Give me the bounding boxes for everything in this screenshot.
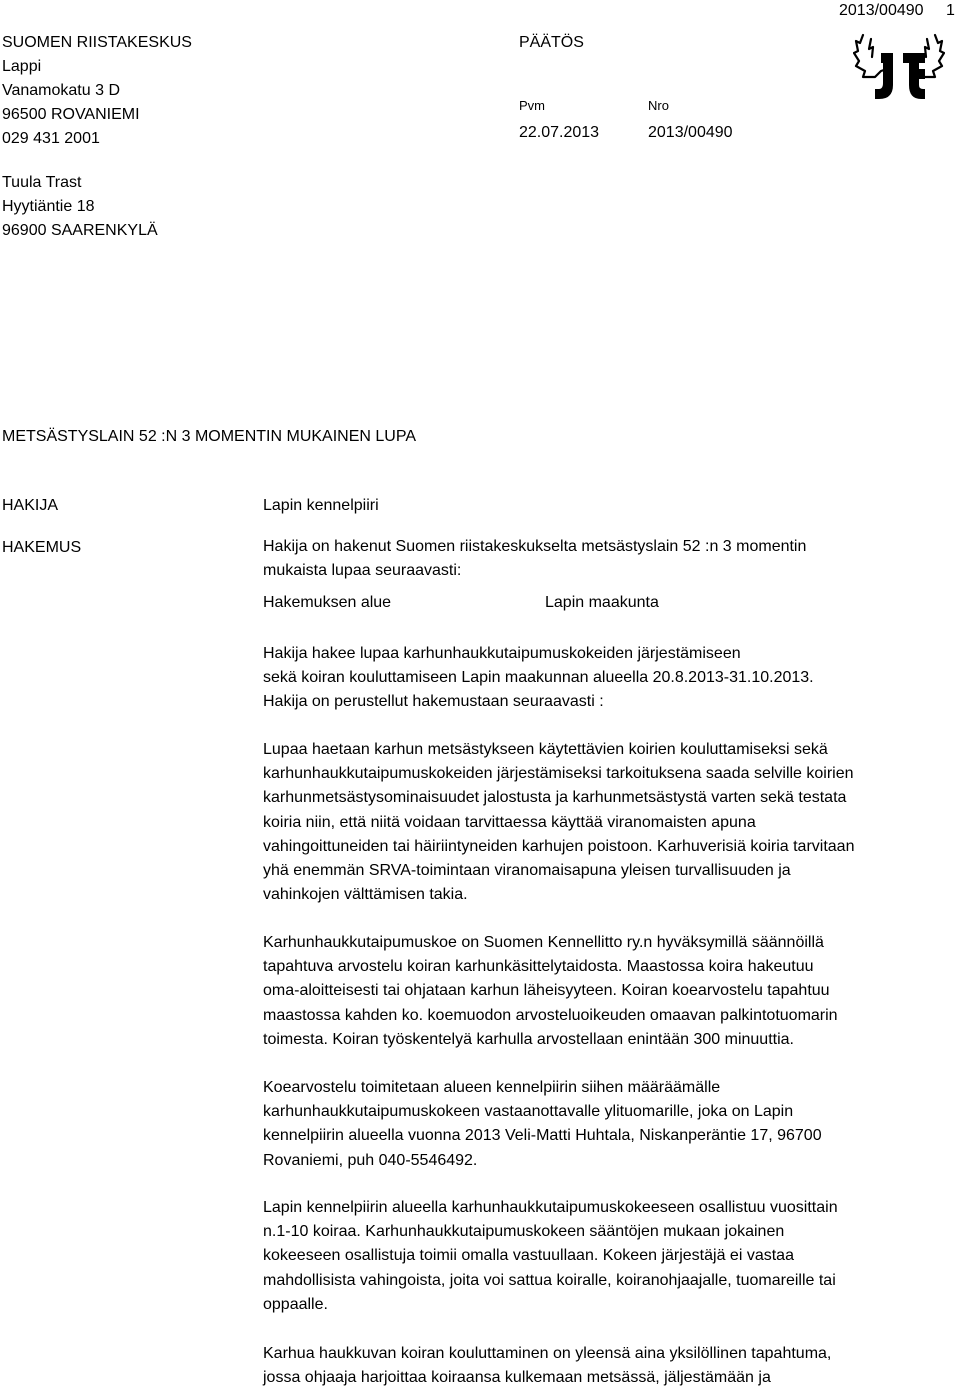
text-line: Karhunhaukkutaipumuskoe on Suomen Kennellitto ry.n hyväksymillä säännöillä bbox=[263, 934, 824, 951]
text-line: Hakija hakee lupaa karhunhaukkutaipumuskokeiden järjestämiseen bbox=[263, 645, 741, 662]
text-line: toimesta. Koiran työskentelyä karhulla arvostellaan enintään 300 minuuttia. bbox=[263, 1030, 794, 1048]
text-line: tapahtuva arvostelu koiran karhunkäsittelytaidosta. Maastossa koira hakeutuu bbox=[263, 958, 814, 976]
recipient-name: Tuula Trast bbox=[2, 174, 82, 191]
org-phone: 029 431 2001 bbox=[2, 130, 100, 147]
reference-number: 2013/00490 bbox=[839, 2, 924, 19]
text-line: Hakija on perustellut hakemustaan seuraavasti : bbox=[263, 693, 604, 711]
applicant-value: Lapin kennelpiiri bbox=[263, 497, 379, 514]
paragraph bbox=[263, 738, 923, 907]
text-line: yhä enemmän SRVA-toimintaan viranomaisapuna yleisen turvallisuuden ja bbox=[263, 862, 791, 880]
text-line: vahinkojen välttämisen takia. bbox=[263, 886, 468, 904]
text-line: mukaista lupaa seuraavasti: bbox=[263, 562, 462, 580]
text-line: oma-aloitteisesti tai ohjataan karhun läheisyyteen. Koiran koearvostelu tapahtuu bbox=[263, 982, 830, 1000]
paragraph bbox=[263, 1076, 923, 1173]
org-street: Vanamokatu 3 D bbox=[2, 82, 120, 99]
text-line: mahdollisista vahingoista, joita voi sattua koiralle, koiranohjaajalle, tuomareille tai bbox=[263, 1271, 836, 1289]
applicant-label: HAKIJA bbox=[2, 497, 59, 514]
page-number: 1 bbox=[946, 2, 955, 19]
text-line: kokeeseen osallistuja toimii omalla vastuullaan. Kokeen järjestäjä ei vastaa bbox=[263, 1247, 794, 1265]
text-line: karhunhaukkutaipumuskokeiden järjestämiseksi tarkoituksena saada selville koirien bbox=[263, 765, 854, 783]
text-line: karhunhaukkutaipumuskokeen vastaanottavalle ylituomarille, joka on Lapin bbox=[263, 1103, 794, 1121]
text-line: Koearvostelu toimitetaan alueen kennelpiirin siihen määräämälle bbox=[263, 1079, 721, 1096]
text-line: Hakija on hakenut Suomen riistakeskukselta metsästyslain 52 :n 3 momentin bbox=[263, 538, 807, 555]
paragraph bbox=[263, 1196, 923, 1317]
doc-type: PÄÄTÖS bbox=[519, 34, 584, 51]
text-line: karhunmetsästysominaisuudet jalostusta ja karhunmetsästystä varten sekä testata bbox=[263, 789, 847, 807]
riistakeskus-logo-icon bbox=[853, 33, 945, 103]
org-postal: 96500 ROVANIEMI bbox=[2, 106, 140, 123]
text-line: Rovaniemi, puh 040-5546492. bbox=[263, 1151, 478, 1169]
document-title: METSÄSTYSLAIN 52 :N 3 MOMENTIN MUKAINEN LUPA bbox=[2, 428, 417, 445]
text-line: kennelpiirin alueella vuonna 2013 Veli-Matti Huhtala, Niskanperäntie 17, 96700 bbox=[263, 1127, 822, 1145]
date-value: 22.07.2013 bbox=[519, 124, 600, 141]
org-region: Lappi bbox=[2, 58, 42, 75]
text-line: Lapin kennelpiirin alueella karhunhaukkutaipumuskokeeseen osallistuu vuosittain bbox=[263, 1199, 838, 1216]
text-line: n.1-10 koiraa. Karhunhaukkutaipumuskokeen sääntöjen mukaan jokainen bbox=[263, 1223, 785, 1241]
number-value: 2013/00490 bbox=[648, 124, 733, 141]
text-line: sekä koiran kouluttamiseen Lapin maakunnan alueella 20.8.2013-31.10.2013. bbox=[263, 669, 814, 687]
number-label: Nro bbox=[648, 98, 669, 113]
recipient-postal: 96900 SAARENKYLÄ bbox=[2, 222, 158, 239]
application-label: HAKEMUS bbox=[2, 539, 82, 556]
text-line: maastossa kahden ko. koemuodon arvosteluoikeuden omaavan palkintotuomarin bbox=[263, 1006, 838, 1024]
text-line: jossa ohjaaja harjoittaa koiraansa kulkemaan metsässä, jäljestämään ja bbox=[263, 1369, 771, 1387]
paragraph bbox=[263, 642, 923, 715]
text-line: vahingoittuneiden tai häiriintyneiden karhujen poistoon. Karhuverisiä koiria tarvitaan bbox=[263, 837, 855, 855]
application-intro bbox=[263, 535, 923, 583]
text-line: Karhua haukkuvan koiran kouluttaminen on yleensä aina yksilöllinen tapahtuma, bbox=[263, 1345, 832, 1362]
date-label: Pvm bbox=[519, 98, 545, 113]
application-area-value: Lapin maakunta bbox=[545, 594, 659, 611]
application-area-label: Hakemuksen alue bbox=[263, 594, 392, 611]
text-line: koiria niin, että niitä voidaan tarvittaessa käyttää viranomaisten apuna bbox=[263, 813, 756, 831]
paragraph bbox=[263, 1342, 923, 1390]
text-line: oppaalle. bbox=[263, 1295, 328, 1313]
recipient-street: Hyytiäntie 18 bbox=[2, 198, 95, 215]
org-name: SUOMEN RIISTAKESKUS bbox=[2, 34, 192, 51]
paragraph bbox=[263, 931, 923, 1052]
text-line: Lupaa haetaan karhun metsästykseen käytettävien koirien kouluttamiseksi sekä bbox=[263, 741, 828, 758]
